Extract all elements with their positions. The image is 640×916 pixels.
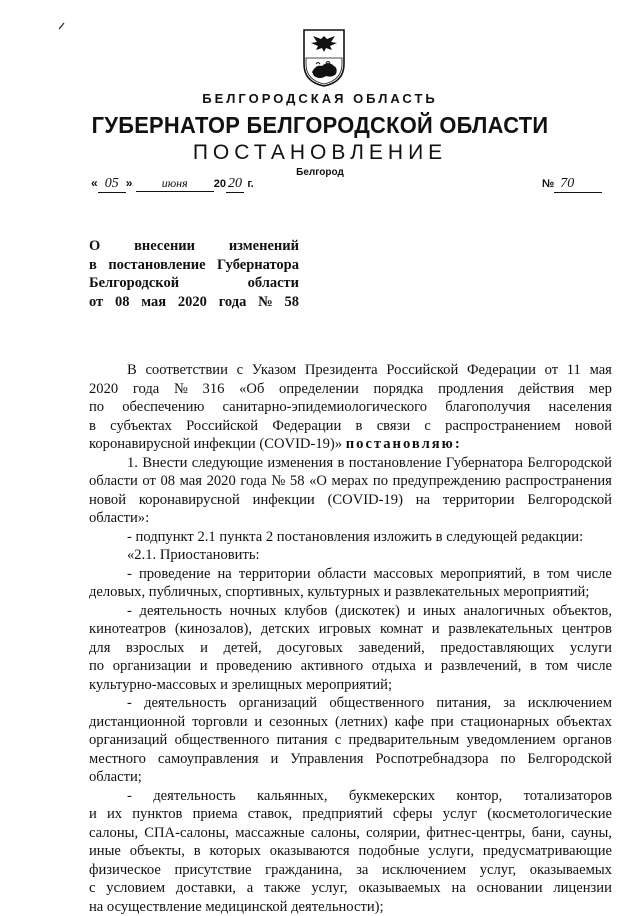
body-word: ночных — [230, 602, 277, 621]
body-word: населения — [548, 398, 612, 417]
body-word: порядка — [374, 380, 424, 399]
body-word: и — [254, 713, 262, 732]
body-word: изменения — [267, 454, 333, 473]
body-line — [89, 380, 612, 399]
body-word: органов — [563, 731, 612, 750]
body-word: уведомлением — [466, 731, 555, 750]
body-word: в — [356, 417, 363, 436]
body-word: - — [127, 602, 132, 621]
body-word: 11 — [567, 361, 581, 380]
body-word: основании — [477, 879, 543, 898]
body-line — [89, 435, 612, 454]
body-word: деятельность — [153, 787, 235, 806]
body-word: обеспечению — [122, 398, 204, 417]
body-word: Белгородской — [527, 454, 612, 473]
document-number — [542, 176, 602, 193]
body-word: территории — [443, 491, 515, 510]
body-word: детей, — [223, 639, 261, 658]
body-word: по — [89, 398, 104, 417]
body-word: для — [89, 639, 110, 658]
body-word: Федерации — [272, 417, 341, 436]
body-line — [89, 620, 612, 639]
body-word: общественного — [175, 731, 270, 750]
body-text: области»: — [89, 509, 149, 528]
body-word: досуговых — [277, 639, 343, 658]
body-word: пунктов — [132, 805, 182, 824]
body-line — [89, 398, 612, 417]
date-open-quote: « — [91, 176, 98, 190]
body-word: санитарно-эпидемиологического — [222, 398, 427, 417]
body-line — [89, 639, 612, 658]
body-word: оказываются — [270, 842, 350, 861]
body-word: с — [89, 879, 95, 898]
body-word: Федерации — [467, 361, 536, 380]
body-word: кафе — [395, 713, 424, 732]
body-word: питания — [277, 731, 328, 750]
body-word: коронавирусной — [139, 491, 240, 510]
title-word: Белгородской — [89, 274, 179, 293]
body-word: постановление — [349, 454, 442, 473]
body-word: питания, — [436, 694, 491, 713]
body-word: следующие — [192, 454, 263, 473]
body-word: 316 — [203, 380, 225, 399]
body-word: оказываемых — [530, 861, 612, 880]
body-word: солярии, — [366, 824, 420, 843]
body-line — [89, 768, 612, 787]
body-word: на — [452, 879, 466, 898]
title-line — [89, 237, 299, 256]
body-line — [89, 472, 612, 491]
body-word: и — [432, 620, 440, 639]
body-word: развлекательных — [448, 620, 553, 639]
region-heading: БЕЛГОРОДСКАЯ ОБЛАСТЬ — [0, 91, 640, 106]
body-word: иные — [89, 842, 121, 861]
body-word: мая — [590, 361, 612, 380]
body-word: соответствии — [145, 361, 227, 380]
body-word: числе — [577, 657, 612, 676]
body-line — [89, 361, 612, 380]
body-word: отдыха — [372, 657, 416, 676]
document-title — [89, 237, 299, 311]
body-text: - подпункт 2.1 пункта 2 постановления изложить в следующей редакции: — [127, 528, 583, 547]
body-word: аналогичных — [463, 602, 545, 621]
document-body — [89, 361, 612, 916]
body-line — [89, 805, 612, 824]
body-word: с — [335, 731, 341, 750]
body-word: игровых — [319, 620, 371, 639]
body-word: сферы — [393, 805, 433, 824]
body-word: и — [424, 657, 432, 676]
body-word: (COVID-19) — [328, 491, 403, 510]
body-word: (косметологические — [487, 805, 612, 824]
body-word: а — [247, 879, 253, 898]
body-word: приема — [193, 805, 238, 824]
body-word: по — [373, 472, 388, 491]
title-word: мая — [141, 293, 166, 312]
body-word: - — [127, 694, 132, 713]
title-word: области — [248, 274, 299, 293]
body-word: самоуправления — [158, 750, 259, 769]
body-word: с — [424, 417, 430, 436]
title-word: О — [89, 237, 100, 256]
body-word: условием — [106, 879, 165, 898]
body-word: клубов — [284, 602, 327, 621]
body-word: (кинозалов), — [175, 620, 252, 639]
body-word: салоны, — [311, 824, 360, 843]
body-word: деятельность — [140, 602, 222, 621]
date-year-suffix: 20 — [226, 176, 244, 193]
body-word: подобные — [358, 842, 419, 861]
body-word: том — [546, 657, 568, 676]
body-line — [89, 842, 612, 861]
body-word: субъектах — [110, 417, 172, 436]
body-word: 1. — [127, 454, 138, 473]
body-word: продления — [438, 380, 504, 399]
body-word: и — [408, 602, 416, 621]
body-word: развлечений, — [441, 657, 522, 676]
body-word: услуги, — [428, 842, 474, 861]
body-line — [89, 657, 612, 676]
body-word: фитнес-центры, — [426, 824, 525, 843]
body-word: 2020 — [89, 380, 118, 399]
body-line — [89, 879, 612, 898]
body-word: бани, — [532, 824, 565, 843]
body-word: в — [533, 565, 540, 584]
body-word: их — [107, 805, 122, 824]
body-word: объектов, — [553, 602, 612, 621]
body-text: на осуществление медицинской деятельности); — [89, 898, 384, 916]
body-word: предварительным — [349, 731, 460, 750]
body-word: (дискотек) — [335, 602, 400, 621]
title-word: 2020 — [178, 293, 207, 312]
body-text: области; — [89, 768, 142, 787]
body-word: которых — [210, 842, 261, 861]
body-line — [89, 824, 612, 843]
coat-of-arms-emblem — [302, 28, 346, 88]
body-word: «О — [309, 472, 327, 491]
title-word: в — [89, 256, 97, 275]
body-word: массажные — [235, 824, 304, 843]
body-word: исключением — [382, 861, 466, 880]
body-word: распространения — [505, 472, 611, 491]
body-word: сауны, — [571, 824, 612, 843]
corner-mark — [58, 22, 66, 30]
body-word: области — [318, 565, 367, 584]
body-word: от — [545, 361, 558, 380]
date-close-quote: » — [126, 176, 133, 190]
body-word: также — [264, 879, 301, 898]
title-word: Губернатора — [217, 256, 299, 275]
body-word: действия — [518, 380, 574, 399]
title-word: от — [89, 293, 103, 312]
body-word: активного — [301, 657, 363, 676]
body-word: Управления — [290, 750, 363, 769]
body-text: «2.1. Приостановить: — [127, 546, 260, 565]
body-word: года — [133, 380, 159, 399]
title-line — [89, 256, 299, 275]
body-word: Губернатора — [446, 454, 523, 473]
body-word: деятельность — [144, 694, 226, 713]
body-word: «Об — [239, 380, 264, 399]
body-word: Белгородской — [527, 491, 612, 510]
body-word: в — [530, 657, 537, 676]
body-word: (летних) — [335, 713, 388, 732]
date-year-prefix: 20 — [214, 178, 226, 190]
body-word: на — [218, 565, 232, 584]
body-word: массовых — [373, 565, 433, 584]
body-line — [89, 546, 612, 565]
body-line — [89, 731, 612, 750]
title-line — [89, 274, 299, 293]
body-word: № — [271, 472, 285, 491]
body-text: культурно-массовых и зрелищных мероприятий; — [89, 676, 392, 695]
body-word: услуги — [570, 639, 612, 658]
body-word: кальянных, — [257, 787, 328, 806]
body-word: с — [237, 361, 243, 380]
body-word: - — [127, 787, 132, 806]
body-word: предупреждению — [393, 472, 501, 491]
body-word: мая — [180, 472, 202, 491]
title-word: года — [219, 293, 247, 312]
body-word: мероприятий, — [440, 565, 526, 584]
body-word: услуг — [443, 805, 477, 824]
body-word: организаций — [89, 731, 167, 750]
number-label: № — [542, 178, 554, 190]
body-line — [89, 583, 612, 602]
body-word: исключением — [528, 694, 612, 713]
title-word: 08 — [115, 293, 130, 312]
body-word: распространением — [445, 417, 560, 436]
body-word: на — [416, 491, 430, 510]
body-word: Президента — [305, 361, 378, 380]
body-word: детских — [261, 620, 310, 639]
body-line — [89, 509, 612, 528]
body-line — [89, 565, 612, 584]
body-word: Роспотребнадзора — [375, 750, 488, 769]
body-word: взрослых — [126, 639, 184, 658]
body-word: тотализаторов — [524, 787, 612, 806]
body-word: в — [337, 454, 344, 473]
body-word: центров — [562, 620, 612, 639]
body-word: при — [431, 713, 454, 732]
body-word: ставок, — [248, 805, 292, 824]
body-line — [89, 750, 612, 769]
body-word: мер — [589, 380, 612, 399]
body-word: благополучия — [445, 398, 530, 417]
date-day: 05 — [98, 176, 126, 193]
body-word: присутствие — [174, 861, 251, 880]
body-word: проведение — [139, 565, 211, 584]
body-word: мерах — [332, 472, 369, 491]
body-word: 58 — [290, 472, 305, 491]
body-line — [89, 898, 612, 916]
body-word: от — [142, 472, 155, 491]
body-line — [89, 713, 612, 732]
body-word: территории — [239, 565, 311, 584]
body-word: инфекции — [253, 491, 315, 510]
body-word: кинотеатров — [89, 620, 166, 639]
body-word: новой — [89, 491, 126, 510]
date-month: июня — [136, 176, 214, 192]
body-word: определении — [279, 380, 359, 399]
body-word: года — [240, 472, 266, 491]
title-word: изменений — [229, 237, 299, 256]
body-word: новой — [575, 417, 612, 436]
body-word: предоставляющих — [440, 639, 554, 658]
body-word: в — [194, 842, 201, 861]
body-word: дистанционной — [89, 713, 185, 732]
body-word: организации — [113, 657, 191, 676]
body-word: услуг, — [311, 879, 347, 898]
body-word: предусматривающие — [483, 842, 612, 861]
body-line — [89, 787, 612, 806]
date-year-unit: г. — [247, 178, 254, 190]
body-word: стационарных — [461, 713, 550, 732]
body-word: Белгородской — [527, 750, 612, 769]
date-line — [91, 176, 254, 193]
body-line — [89, 417, 612, 436]
body-line — [89, 676, 612, 695]
body-word: и — [200, 657, 208, 676]
body-word: Российской — [186, 417, 258, 436]
body-word: по — [500, 750, 515, 769]
title-word: 58 — [284, 293, 299, 312]
body-word: местного — [89, 750, 146, 769]
body-word: области — [89, 472, 138, 491]
body-word: физическое — [89, 861, 161, 880]
body-text: деловых, публичных, спортивных, культурных и развлекательных мероприятий; — [89, 583, 589, 602]
body-word: Внести — [142, 454, 187, 473]
body-word: предприятий — [302, 805, 382, 824]
body-word: за — [503, 694, 515, 713]
body-word: объектах — [556, 713, 612, 732]
body-word: доставки, — [176, 879, 236, 898]
body-word: торговли — [192, 713, 248, 732]
title-line — [89, 293, 299, 312]
title-word: постановление — [108, 256, 205, 275]
body-word: организаций — [239, 694, 317, 713]
body-word: контор, — [456, 787, 502, 806]
body-line — [89, 454, 612, 473]
body-word: за — [356, 861, 368, 880]
body-word: сезонных — [269, 713, 328, 732]
body-text: коронавирусной инфекции (COVID-19)» — [89, 435, 346, 454]
body-word: 2020 — [207, 472, 236, 491]
city-label: Белгород — [0, 167, 640, 178]
title-word: № — [258, 293, 273, 312]
number-value: 70 — [554, 176, 602, 193]
body-word: общественного — [329, 694, 424, 713]
body-word: гражданина, — [265, 861, 342, 880]
document-type-heading: ПОСТАНОВЛЕНИЕ — [0, 141, 640, 165]
body-word: том — [547, 565, 569, 584]
body-word: 08 — [160, 472, 175, 491]
body-word: проведению — [216, 657, 292, 676]
resolution-keyword: постановляю: — [346, 435, 462, 454]
body-word: комнат — [380, 620, 423, 639]
body-line — [89, 861, 612, 880]
body-line — [89, 694, 612, 713]
body-word: № — [174, 380, 188, 399]
body-word: Российской — [386, 361, 458, 380]
body-word: и — [270, 750, 278, 769]
body-line — [89, 528, 612, 547]
body-word: Указом — [252, 361, 296, 380]
body-word: заведений, — [358, 639, 424, 658]
body-word: оказываемых — [359, 879, 441, 898]
body-word: В — [127, 361, 137, 380]
governor-heading: ГУБЕРНАТОР БЕЛГОРОДСКОЙ ОБЛАСТИ — [22, 112, 617, 139]
body-word: и — [89, 805, 97, 824]
body-word: иных — [423, 602, 456, 621]
body-word: СПА-салоны, — [144, 824, 229, 843]
body-line — [89, 602, 612, 621]
body-word: букмекерских — [349, 787, 435, 806]
title-word: внесении — [134, 237, 195, 256]
body-word: объекты, — [130, 842, 185, 861]
body-word: - — [127, 565, 132, 584]
body-word: в — [89, 417, 96, 436]
body-word: лицензии — [553, 879, 612, 898]
body-word: салоны, — [89, 824, 138, 843]
body-word: услуг, — [480, 861, 516, 880]
body-word: числе — [577, 565, 612, 584]
body-word: по — [89, 657, 104, 676]
body-line — [89, 491, 612, 510]
body-word: связи — [377, 417, 410, 436]
body-word: и — [200, 639, 208, 658]
